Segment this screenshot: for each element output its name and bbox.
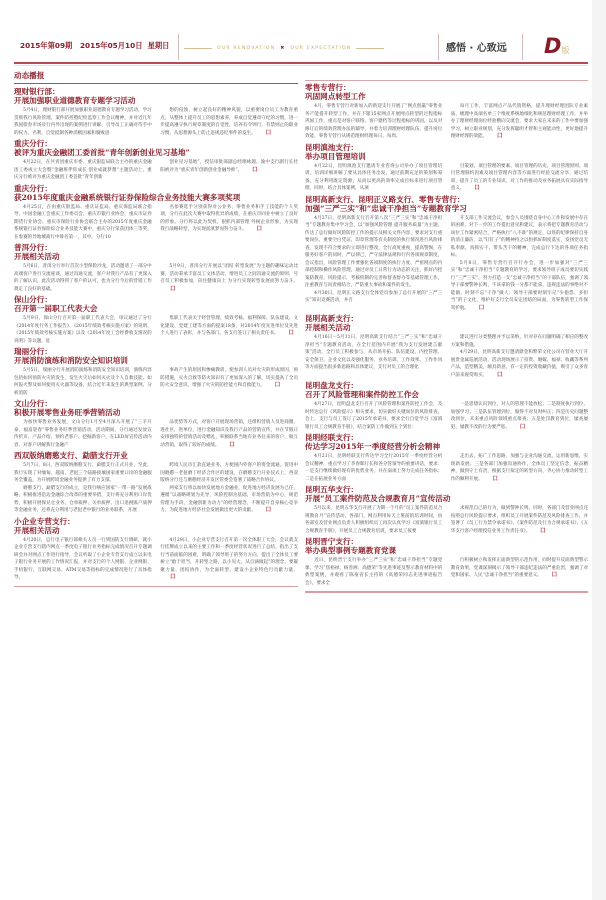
article-column [14, 462, 152, 515]
article-kicker: 重庆分行： [14, 183, 52, 193]
article-body [305, 163, 588, 193]
divider [522, 34, 523, 60]
divider [438, 34, 439, 60]
article-title: 开展“员工案件防范及合规教育月”宣传活动 [305, 494, 451, 503]
divider [184, 48, 212, 49]
article-column [14, 419, 152, 449]
paragraph [305, 453, 442, 483]
article [305, 537, 588, 587]
paragraph [160, 419, 298, 449]
header-rule-shadow [14, 65, 588, 66]
article-column [14, 159, 152, 182]
article [14, 184, 298, 242]
article-column [451, 103, 588, 141]
paragraph-text: 5月8日，零售专营行召开行办会，进一步加强对“三严三实”和“忠诚干净担当”专题教育的学习，要求领导班子成员要切实践行“三严三实”，努力打造一支“忠诚干净担当”的干部队伍，强调了领导干部要警钟长鸣，不该拿的钱一分都不能拿，违规违法的事绝对不能做，时刻不忘“干净”做人；领导干部要时刻牢记“少抱怨、多担当”的子文化，维护好支行全员安定团结的局面，为零售转型工作保驾护航。 [450, 260, 588, 311]
article [14, 517, 298, 582]
article-title: 开展加强职业道德教育专题学习活动 [14, 96, 136, 105]
article-column [451, 163, 588, 193]
article-kicker: 昆明高新支行、昆明正义路支行、零售专营行： [305, 194, 465, 204]
weekday: 星期日 [147, 41, 170, 50]
article-kicker: 昆明高新支行： [305, 314, 359, 323]
article [305, 314, 588, 379]
article-body [14, 107, 298, 137]
end-mark-icon: 囗 [252, 166, 258, 173]
article [14, 347, 298, 397]
article-body [14, 159, 298, 182]
end-mark-icon: 囗 [497, 133, 503, 139]
page-version [544, 35, 569, 57]
article-body [305, 505, 588, 535]
article-title: 加强“三严三实”和“忠诚干净担当”专题教育学习 [305, 203, 467, 213]
article-kicker: 普洱分行： [14, 243, 52, 252]
paragraph-text: 4月16日－5月11日，昆明高新支行结合“三严三实”和“忠诚干净担当”专题教育活动，在全行范围内开展“我为支行发展建言献策”活动，全行员工积极参与，从市场开拓、队伍建设、内控管理、安全保卫、企业文化以及强化服务、业务培训、工作效率、工作作风等方面提出很多新思路和具体建议，支行对员工的合理化 [305, 335, 443, 370]
paragraph-text: 4月27日，昆明高新支行召开第八次“三严三实”和“忠诚干净担当”专题教育集中学习会，以“加强风险管理 提升服务质量”为主题，传达了总行做好风险防控工作的提示及相关文件内容，要求对支行重要岗位、重要空白凭证、印章管理等有关制度的执行情况进行风险排查，发现不符合要求的立即进行整改，全行高度重视，提高警惕，在服务好客户的同时，严以律己，严守法律法规和行内各项规章制度，会议指出，风险管理工作要强化各项制度的执行力度，严密网点的内部控制和操作风险管理，通过对员工日常行为动态的关注，抓好内控案防教育，风险提示，考核机制的完善和督查督办等基础管理工作，注重教育与问责相结合，严防重大事故和案件的发生。 [305, 215, 443, 288]
paragraph-text: 为加快零售业务发展，文山分行1月至4月深入开展了“三羊开泰、福富迎春”零售业务旺季营销活动，活动期间，分行通过发放宣传折页、产品介绍、预约老客户、挖掘新客户，在LED屏宣传活动内容，对客户讲解我行金融产 [14, 420, 152, 448]
header-rule [14, 62, 588, 64]
page-edge [592, 0, 606, 900]
article-column [14, 537, 152, 582]
paragraph-text: 品优势等方式，对客户开展现场营销，还组织营销人员进商圈，进社区，进单位，进行金融知识及我行产品的营销宣传，并在节假日安排独特的营销活动及赠礼，积极联系当地有业务往来的客户，做互动营销，取得了较好的成绩。 [160, 420, 298, 448]
issue-number: 2015年第09期 [20, 41, 73, 50]
paragraph [14, 204, 152, 242]
end-mark-icon: 囗 [256, 226, 262, 232]
article-body [14, 204, 298, 242]
paragraph-text: 4月29日，小企业专营支行召开第一次全体职工大会，会议就支行挂牌成立以来的主要工作和一季度经营状况进行了总结，指出了支行当前面临的困难，明确了领导班子的努力方向，提出了全体员工要树立“敢于担当，开转型之路，以小见大，从点滴做起”的理念，要凝聚力量、团结协作，为全面转型、建设小企业特色行贡献力量。 [160, 537, 298, 573]
page-suffix: 版 [561, 46, 570, 55]
paragraph-text: 每月工作，丰富网点产品代销资格，提升理财经理团队专业素质，梳理中高端名单三个维度系统地细化和规范理财经理工作，并举办了理财经理岗位经验横向交流会，要求大家在未来的工作中要加强学习，树立职业规划，充分发挥聪明才智和主观能动性，更好地提升理财经理的效能。 [450, 104, 588, 139]
end-mark-icon: 囗 [265, 129, 271, 136]
slogan-left: OUR RENOVATION [217, 45, 276, 51]
paragraph [305, 334, 442, 372]
article-column [14, 367, 152, 397]
divider [356, 48, 384, 49]
article-title: 开展相关活动 [14, 252, 60, 261]
paragraph-text: 4月25日，在由重庆银监局、重庆证监局、重庆保监局联合指导，中国金融工会重庆工作委员会、重庆市银行业协会、重庆市证券期货行业协会、重庆市保险行业协会联合主办的2015年度重庆金融系统银行证券保险综合业务技能大赛中，重庆分行荣获团体三等奖，在参赛的异地城商行中排名第一，其中，分行10 [14, 204, 152, 240]
paragraph-text: 5月7日、8日，西双版纳磨憨支行、勐腊支行正式开业，至此，我行实现了对缅甸、越南、老挝三个陆路接壤国家重要口岸的金融服务全覆盖，为开展跨境金融业务提供了有力支撑。 [14, 463, 152, 483]
article-column [160, 263, 298, 293]
end-mark-icon: 囗 [170, 574, 176, 580]
article-column [305, 215, 442, 313]
cross-icon: ✖ [280, 45, 286, 51]
paragraph-text: 集职工代表关于经营管理、绩效考核、福利保障、队伍建设、文化建设、党建工建等方面的提案18条，对2014年度先进单位及先进个人进行了表彰，并与各部门、各支行签订了相关责任书。 [160, 316, 298, 336]
paragraph [451, 505, 588, 535]
paragraph-text: 求规范自己的行为，做到警钟长鸣，同时，各部门及营业网点还按照总行风险提示要求，组织员工开展案件防范及风险排查工作，并签署了《员工行为禁令承诺书》、《案件防范及行为合规承诺书》、《五华支行客户经理授信业务工作责任书》。 [450, 506, 588, 534]
paragraph [160, 263, 298, 293]
paragraph-text: 5月9日，普洱分行开展以“团结 转型发展”为主题的趣味运动比赛，活动秉承丰富员工文体活动，增进员工之间沟通交流的原则，号召员工积极参加，向往健康向上 为分行实现转型发展而努力奋斗。 [160, 264, 298, 284]
paragraph-text: 5月5日，瑞丽分行开展消防演练和消防安全知识培训，演练内容包括如何预防火灾的发生，发生火灾后如何灭火及个人自救技能、如何报火警及如何使用灭火器等设备，结合近年来发生的典型案例，分析消防 [14, 368, 152, 396]
article-title: 传达学习2015年一季度经营分析会精神 [305, 442, 441, 451]
end-mark-icon: 囗 [540, 527, 546, 534]
article [305, 485, 588, 535]
article-kicker: 瑞丽分行： [14, 347, 52, 356]
paragraph-text: 4月20日，总行电子银行部相关人员一行到国防支行调研，就小企业专营支行辖内网点一季度电子银行业务指标完成情况召开专题调研会并对网点工作进行指导，会议听取了小企业专营支行成立以来电子银行业务开展的工作情况汇报，并对支行的个人网银、企业网银、手机银行、互联网交易、ATM交易等指标的完成情况进行了具体指导。 [14, 537, 152, 580]
article [14, 399, 298, 449]
paragraph-text: 5月9日，保山分行召开第一届职工代表大会，审议通过了分行《2014年度行务工作报告》、《2015年绩效考核实施方案》的说明、《2015年绩效考核实施方案》以及《2014年度工会经费收支情况的说明》等议题，征 [14, 316, 152, 344]
paragraph [14, 263, 152, 293]
article-kicker: 零售专营行： [305, 83, 351, 92]
article-column [451, 334, 588, 379]
paragraph [305, 557, 442, 587]
paragraph [451, 334, 588, 349]
article-body [14, 462, 298, 515]
end-mark-icon: 囗 [479, 304, 485, 311]
paragraph [160, 204, 298, 234]
publish-date: 2015年05月10日 [79, 41, 143, 50]
article-title: 积极开展零售业务旺季营销活动 [14, 408, 121, 417]
paragraph-text: 磨憨支行、勐腊支行的成立，是我行响应国家“一带一路”发展战略，积极推进沿边金融综合改革的重要举措，支行将充分利用口岸优势，积极开展保兑仓业务、仓单质押、关单质押、出口退税账户质押等金融业务，还将充分利用与老挝老中银行的业务联系，开展 [14, 485, 152, 513]
paragraph [160, 367, 298, 390]
article [305, 195, 588, 313]
article-column [160, 107, 298, 137]
left-column [14, 70, 298, 587]
article-column [305, 334, 442, 379]
paragraph [14, 159, 152, 182]
column-top-rule [305, 80, 588, 81]
article [14, 451, 298, 515]
article-kicker: 保山分行： [14, 295, 52, 304]
paragraph-text: 4月21日，昆明经联支行传达学习全行2015年一季度经营分析会议精神，重点学习了李春晖行长和各分管领导的重要讲话，要求：一是支行继续做好现有的优势业务，并在弱项上努力完成任务指标；二是在拓展业务方面 [305, 454, 443, 482]
paragraph-text: 想的侵蚀，树立起良好的精神风貌，以重要岗位员工为教育重点，从整体上提升员工的思想素养，养成自觉遵章守纪的习惯，进一步提高遵守执行规章制度的自觉性，培养有令则行、有禁则止的职业习惯，从思想源头上防止违规违纪事件的发生。 [160, 108, 298, 136]
paragraph [305, 401, 442, 431]
paragraph-text: 行积极树立和发挥正面典型的示范作用，同时提升反面典型警示教育效果，党课深刻揭示了领导干部违纪违法的严重危害，强调了对党和国家、人民“忠诚干净担当”的重要意义。 [450, 558, 588, 578]
divider [178, 34, 179, 60]
article-column [14, 315, 152, 345]
paragraph-text: 建议进行分类整理并予以采纳，针对存在问题明确了相应的整改方案和措施。 [450, 335, 588, 348]
article-title: 开展相关活动 [14, 525, 60, 535]
article-body [305, 557, 588, 587]
article-column [305, 401, 442, 431]
paragraph [305, 215, 442, 290]
article-title: 开展消防演练和消防安全知识培训 [14, 356, 128, 365]
paragraph-text: 开支部工作交流会议，参会人员围绕自身中心工作和发展中存在的困难，对下一步的工作提出意见和建议，表示将把专题教育活动与岗位工作紧密结合，严格执行“八不准”的规定，以铁的纪律保持自身的清正廉洁，以“钉钉子”的精神持之以恒抓好制度落实，发扬党员无私奉献、真抓实干、带头苦干的精神，完成总行下达的各项任务指标。 [450, 215, 588, 258]
end-mark-icon: 囗 [551, 572, 557, 578]
paragraph-text: 事故产生的原因和惨痛教训，使参训人员对火灾的形成原因，预防措施，灭火自救等防火知识有了更加深入的了解，切实提高了全员防火安全意识，增强了火灾的防控能力和自救能力。 [160, 368, 298, 388]
paragraph [14, 462, 152, 485]
article-kicker: 文山分行： [14, 399, 52, 408]
article-column [14, 204, 152, 242]
paragraph [451, 349, 588, 379]
article [305, 433, 588, 483]
article-column [451, 505, 588, 535]
paragraph-text: 跨境人民币汇款直通业务，方便国内外客户的资金流通，促进中国磨憨－老挝磨丁经济合作区的建设，在磨憨支行开业仪式上，西双版纳分行还与磨憨经济开发区管委会签署了战略合作协议。 [160, 463, 298, 483]
article-kicker: 昆明盘龙支行： [305, 381, 359, 390]
paragraph [451, 103, 588, 141]
paragraph [305, 103, 442, 141]
end-mark-icon: 囗 [497, 371, 503, 378]
issue-date [20, 41, 169, 51]
paragraph [14, 315, 152, 345]
article-column [160, 315, 298, 345]
slogan-right: OUR EXPECTATION [290, 45, 352, 51]
paragraph [451, 215, 588, 260]
article-column [451, 557, 588, 587]
article-column [305, 505, 442, 535]
article-column [160, 204, 298, 242]
article [14, 243, 298, 293]
article-kicker: 昆明晋宁支行： [305, 537, 359, 546]
article-kicker: 昆明五华支行： [305, 485, 359, 494]
end-mark-icon: 囗 [229, 441, 235, 448]
article-column [451, 453, 588, 483]
paragraph [160, 537, 298, 582]
article-kicker: 理财银行部： [14, 87, 60, 96]
right-column [305, 70, 588, 593]
article-body [305, 215, 588, 313]
article [14, 295, 298, 345]
article-column [160, 159, 298, 182]
end-mark-icon: 囗 [519, 423, 525, 430]
end-mark-icon: 囗 [274, 382, 280, 388]
article-body [14, 419, 298, 449]
paragraph [451, 453, 588, 483]
article-kicker: 重庆分行： [14, 139, 52, 148]
end-mark-icon: 囗 [288, 330, 294, 336]
article-column [14, 107, 152, 137]
article-column [451, 215, 588, 313]
article-title: 被评为重庆金融团工委首批“青年创新创业见习基地” [14, 148, 190, 157]
article [305, 83, 588, 141]
paragraph-text: 近日，昆明晋宁支行举办“三严三实”和“忠诚干净担当”专题党课，学习“焦裕禄、杨善洲、高德荣”等先进事迹及警示教育材料中的典型案例，并观看了陈豪省长主持的《高德荣同志先进事迹报告会》，要求全 [305, 558, 443, 586]
paragraph-text: 名参赛选手分别获得对公业务、零售业务和手工技能的个人奖项，分行在此次大赛中取得优异的成绩，在重庆市同业中树立了良好的形象。分行将以此为契机，狠抓内部管理 外树企业形象，为实现我行战略转型，为实现富滇梦而努力奋斗。 [160, 204, 298, 232]
section-title: 动态播报 [14, 70, 298, 84]
paragraph [160, 107, 298, 137]
article-column [160, 462, 298, 515]
article [305, 143, 588, 193]
column-bottom-rule [305, 591, 588, 593]
article-title: 开展相关活动 [305, 323, 351, 332]
paragraph-text: 4月22日，昆明滇池支行邀请专业咨询公司举办了项目管理培训，培训详细讲解了要从具体任务出发，通过前期充足的策划和筹备，充分利用既定资源，从而以更高的效率完成目标来进行项目管理，同时，结合具体案例，从项 [305, 163, 443, 191]
article-body [305, 334, 588, 379]
paragraph [160, 462, 298, 485]
article-column [451, 401, 588, 431]
paragraph-text: 4月，零售专营行对新加入的新迎支行开展了“网点创赢”零售业务产能提升转型工作，并在下辖15家网点开展网点转型的过程指标巩固工作，重点是对客户联络、客户建档等过程指标的巩固，以及对修订后的绩效管理办法的辅导，并着力培训理财经理队伍，提升岗位效能，零售专营行从规范理财经理每日、每周、 [305, 104, 443, 139]
paragraph-text: 5月4日，理财银行部开展加强职业道德教育专题学习活动，学习贯彻我行风险管理、案件防控暨纪检监察工作会议精神，并对近几年我国债券市场及行内外出现的案例进行讲解，引导员工正确对待手中的权力、名利，自觉抵制各种消极因素和腐败思 [14, 108, 152, 136]
paragraph-text: 5月6日，普洱分行举行首次小型保险沙龙，活动邀请了一部分中高端客户进行交流座谈，通过沟通交流，客户对我行产品有了更深入的了解认识，此次活动得到了客户的认可，也为分行今后的营销工作奠定了良好的基础。 [14, 264, 152, 292]
paragraph [305, 505, 442, 535]
paragraph [14, 419, 152, 449]
article-column [160, 419, 298, 449]
article-title: 召开了风险管理和案件防控工作会 [305, 390, 419, 399]
paragraph-text: 一是思想认识到位，对人的管理不能放松；二是制度执行到位，加强学习；三是队伍管理到位，做得不对及时纠正；四是历史问题整改到位，未来重点风险领域重点排查；五是处罚教育到位，屡查屡犯、屡教不改的行为要严惩。 [450, 402, 588, 430]
paragraph [14, 485, 152, 515]
end-mark-icon: 囗 [265, 507, 271, 513]
paragraph [451, 401, 588, 431]
article-title: 举办典型事例专题教育党课 [305, 546, 397, 555]
article-kicker: 小企业专营支行： [14, 516, 75, 526]
end-mark-icon: 囗 [492, 475, 498, 482]
paragraph [451, 557, 588, 580]
article-column [160, 367, 298, 397]
article-body [305, 401, 588, 431]
paragraph [305, 163, 442, 193]
paragraph [14, 367, 152, 397]
paragraph-text: 走出去，拓广工作思路，加强与企业沟通交流，运用新思维，实现新发展；三是各部门加强沟通协作，全体员工坚定信念，振奋精神，做到守土有责，根据支行拟定的转型方向，齐心协力推动转型工作的顺利开展。 [450, 454, 588, 482]
article-body [14, 367, 298, 397]
article-body [14, 537, 298, 582]
paragraph-text: 4月29日，昆明高新支行邀请鼎金和繁荣文化公司在营业大厅开展贵金属巡展活动，活动现场展示了投资、婚嫁、福禄、收藏等系列产品，造型精美，颇具新意，有一定的投资收藏价值，吸引了众多客户前来观赏购买。 [450, 350, 588, 378]
paragraph [451, 163, 588, 193]
paragraph [14, 537, 152, 582]
paragraph-text: 4月27日，昆明盘龙支行召开了风险管理和案件防控工作会，及时传达总行《风险提示》相关要求，切实做好关键岗位的风险排查，会上，支行与员工签订了2015年承诺书，要求全行自觉学习《富滇银行员工合规教育手册》，结合案防工作做到五个到位： [305, 402, 443, 430]
article-column [305, 557, 442, 587]
slogan [184, 43, 414, 53]
article-kicker: 昆明经联支行： [305, 433, 359, 442]
paragraph-text: 两家支行将以加快发展地方金融业，促进地方经济发展为己任，遵循“以战略规划为先导，风险控制为基础，市场营销为中心，规范管理为手段，金融创新为动力”的经营理念，不断提升自身核心竞争力，为促进地方经济社会发展做出更大的贡献。 [160, 485, 298, 513]
end-mark-icon: 囗 [170, 285, 176, 292]
paragraph-text: 4月22日，在共青团重庆市委、重庆银监局联合主办的重庆金融团工委成立大会暨“金融班伴你成长 创业成就梦想”主题活动上，重庆分行被评为重庆金融团工委首批“青年创新 [14, 160, 152, 180]
column-bottom-rule [14, 586, 298, 588]
article [14, 87, 298, 137]
article-title: 举办项目管理培训 [305, 151, 366, 161]
article-title: 召开第一届职工代表大会 [14, 304, 98, 313]
paragraph [160, 315, 298, 338]
paragraph [305, 290, 442, 305]
article-body [14, 315, 298, 345]
section-name: 感悟 · 心致远 [446, 43, 507, 54]
article-title: 西双版纳磨憨支行、勐腊支行开业 [14, 451, 128, 460]
article [14, 139, 298, 182]
article-column [305, 163, 442, 193]
article-column [305, 103, 442, 141]
article [305, 381, 588, 431]
page-header [14, 34, 588, 60]
paragraph [451, 260, 588, 313]
paragraph-text: 创业见习基地”，授信审批部副总经理咏题、渝中支行副行长杜阳被评为“重庆青年创新创业金融导师”。 [160, 160, 298, 173]
article-body [305, 103, 588, 141]
article-title: 巩固网点转型工作 [305, 92, 366, 101]
paragraph-text: 4月30日，昆明正义路支行全体党员参加了总行开展的“三严三实”知识竞赛活动，并召 [305, 290, 443, 303]
paragraph [160, 159, 298, 174]
paragraph [14, 107, 152, 137]
article-column [160, 537, 298, 582]
page-letter-logo: D [544, 34, 562, 58]
article-body [305, 453, 588, 483]
article-title: 获2015年度重庆金融系统银行证券保险综合业务技能大赛多项奖项 [14, 192, 241, 202]
article-column [305, 453, 442, 483]
paragraph-text: 目策划、项目管理的要素、项目管理的历史、项目管理原则、项目管理制约因素及项目管理内容等方面进行经验交流分享，通过培训，提升了员工的专业知识，对工作的推动及业务拓展具有实际指导意义。 [450, 163, 588, 191]
article-body [14, 263, 298, 293]
article-kicker: 昆明滇池支行： [305, 142, 359, 152]
article-column [14, 263, 152, 293]
paragraph [160, 485, 298, 515]
end-mark-icon: 囗 [474, 185, 480, 191]
paragraph-text: 5月以来，昆明五华支行开展了为期一个月的“员工案件防范及合规教育月”宣传活动，各部门、网点利用每天上班前的培训时间，由各部室及营业网点负责人积极组织员工再次认真学习《富滇银行员工合规教育手册》，开展员工合规教育培训，要求员工按要 [305, 506, 443, 534]
